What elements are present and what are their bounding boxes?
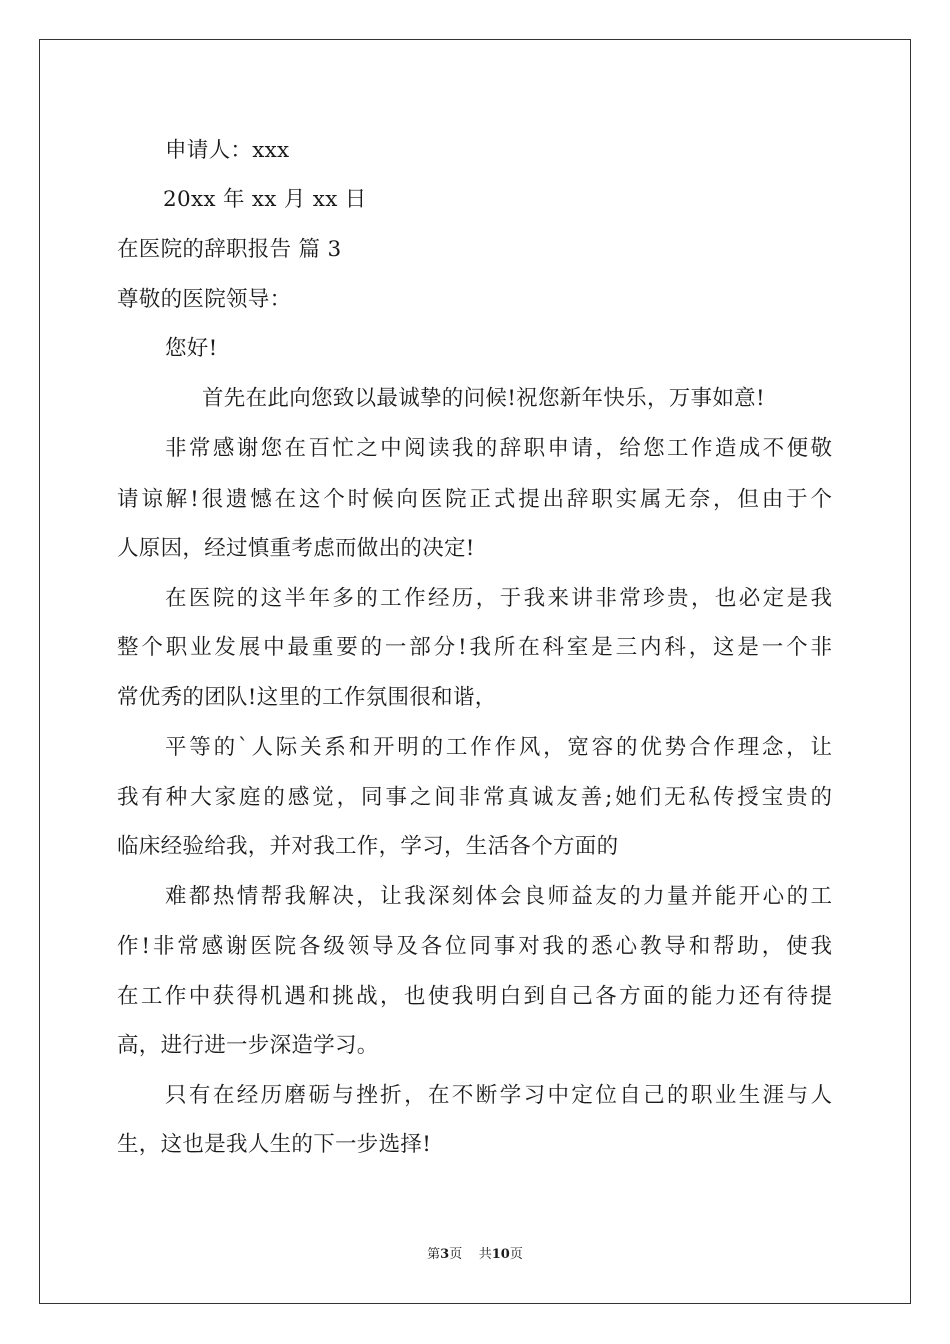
greeting: 您好!	[165, 336, 218, 361]
page-suffix: 页	[449, 1247, 463, 1262]
body-line: 在医院的这半年多的工作经历，于我来讲非常珍贵，也必定是我	[165, 586, 832, 611]
body-line: 高，进行进一步深造学习。	[117, 1033, 379, 1058]
page-frame	[39, 39, 911, 1304]
salutation: 尊敬的医院领导：	[117, 287, 292, 312]
page-prefix: 第	[427, 1247, 441, 1262]
body-line: 常优秀的团队!这里的工作氛围很和谐，	[117, 685, 497, 710]
body-line: 非常感谢您在百忙之中阅读我的辞职申请，给您工作造成不便敬	[165, 436, 832, 461]
section-title: 在医院的辞职报告 篇 3	[117, 237, 342, 262]
page-total: 10	[491, 1247, 510, 1262]
body-line: 首先在此向您致以最诚挚的问候!祝您新年快乐，万事如意!	[202, 386, 765, 411]
body-line: 我有种大家庭的感觉，同事之间非常真诚友善;她们无私传授宝贵的	[117, 785, 832, 810]
body-line: 整个职业发展中最重要的一部分!我所在科室是三内科，这是一个非	[117, 635, 832, 660]
page-current: 3	[440, 1247, 450, 1262]
total-suffix: 页	[509, 1247, 523, 1262]
body-line: 在工作中获得机遇和挑战，也使我明白到自己各方面的能力还有待提	[117, 984, 832, 1009]
body-line: 只有在经历磨砺与挫折，在不断学习中定位自己的职业生涯与人	[165, 1083, 832, 1108]
body-line: 请谅解!很遗憾在这个时候向医院正式提出辞职实属无奈，但由于个	[117, 487, 832, 512]
body-line: 难都热情帮我解决，让我深刻体会良师益友的力量并能开心的工	[165, 884, 832, 909]
total-prefix: 共	[478, 1247, 492, 1262]
body-line: 临床经验给我，并对我工作，学习，生活各个方面的	[117, 834, 619, 859]
applicant-line: 申请人：xxx	[165, 138, 290, 163]
date-line: 20xx 年 xx 月 xx 日	[163, 187, 367, 212]
page-footer	[0, 1246, 950, 1264]
body-line: 人原因，经过慎重考虑而做出的决定!	[117, 536, 475, 561]
body-line: 平等的`人际关系和开明的工作作风，宽容的优势合作理念，让	[165, 735, 832, 760]
body-line: 作!非常感谢医院各级领导及各位同事对我的悉心教导和帮助，使我	[117, 934, 832, 959]
body-line: 生，这也是我人生的下一步选择!	[117, 1132, 432, 1157]
